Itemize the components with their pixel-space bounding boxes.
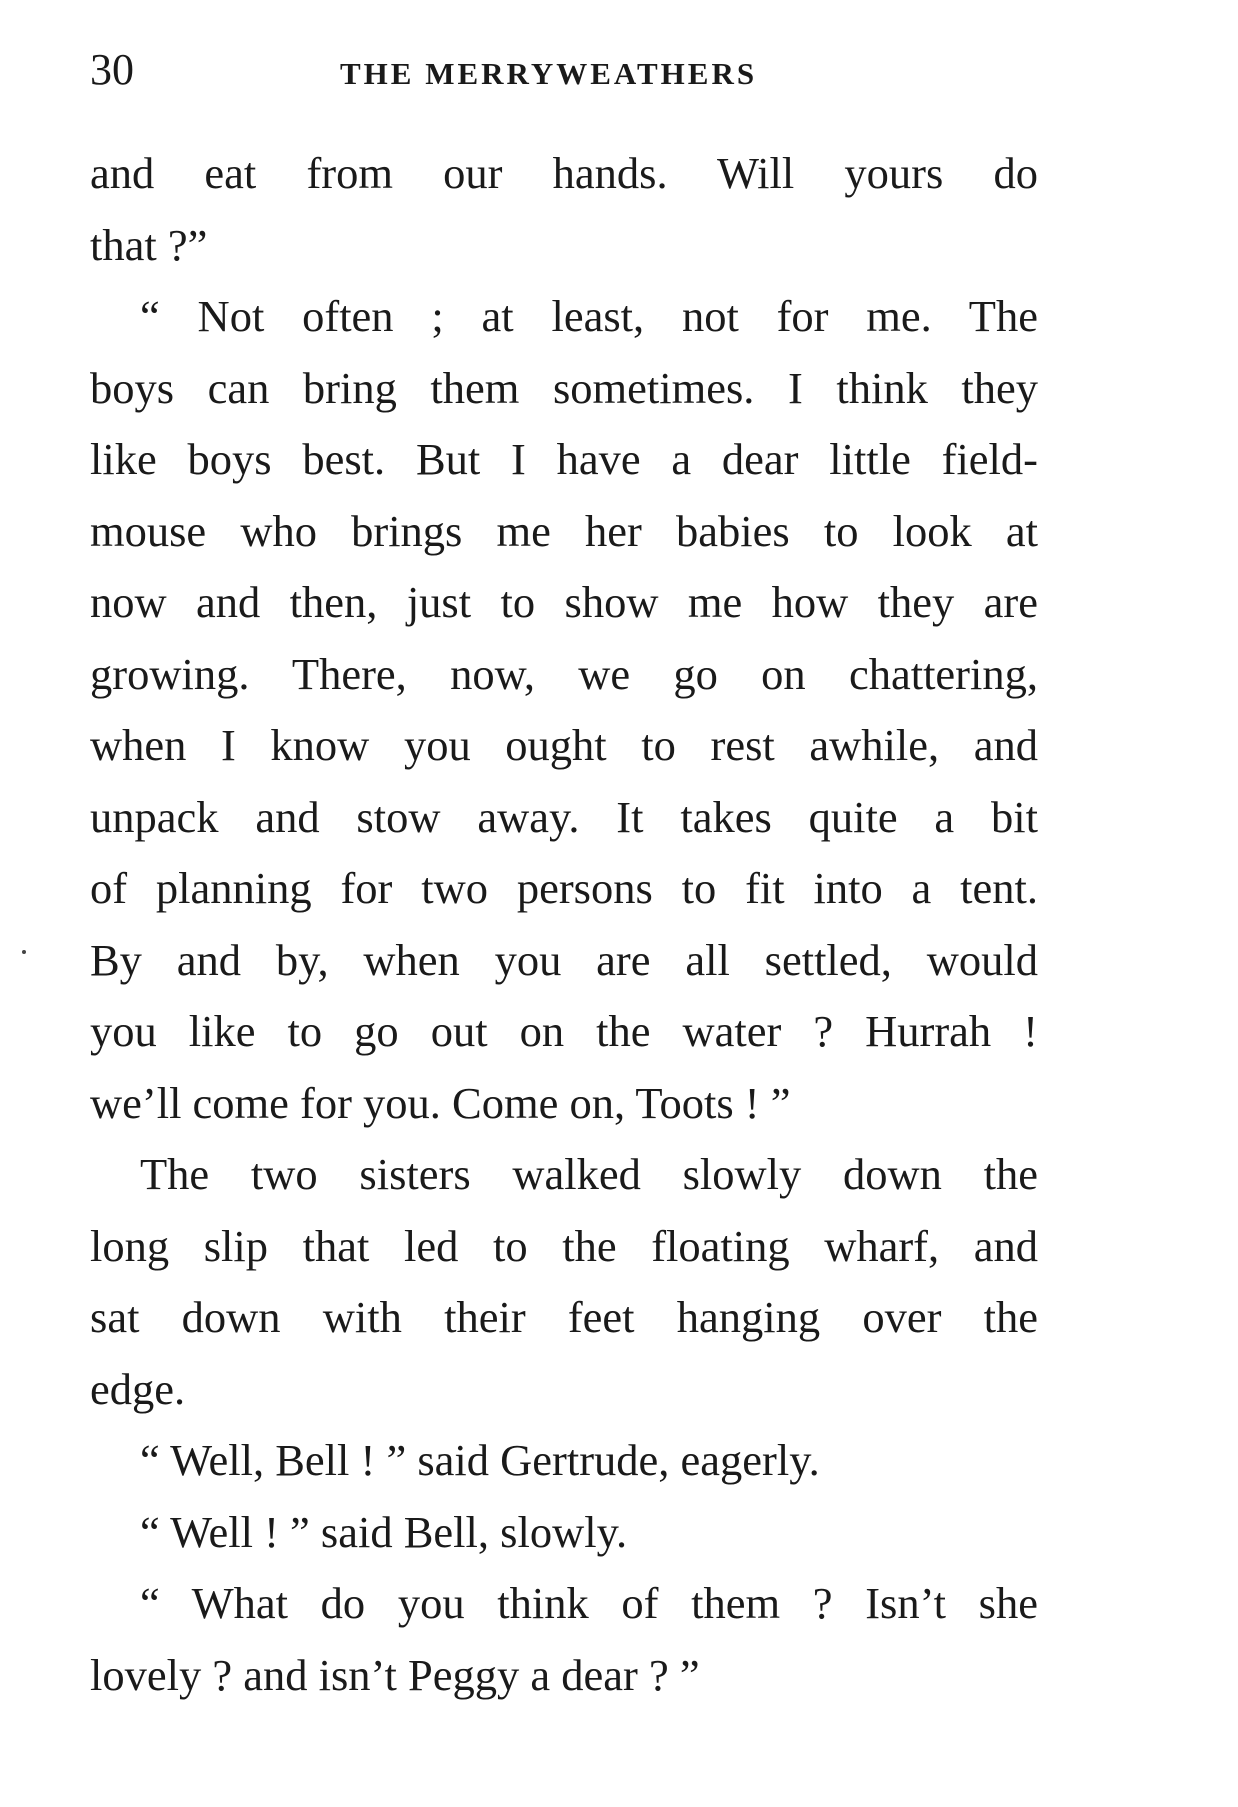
text-line: you like to go out on the water ? Hurrah ! <box>90 1006 1038 1056</box>
text-line: and eat from our hands. Will yours do <box>90 148 1038 198</box>
text-line: “ Well, Bell ! ” said Gertrude, eagerly. <box>140 1435 820 1485</box>
text-line: edge. <box>90 1363 186 1414</box>
page-header <box>90 44 1050 104</box>
page-number: 30 <box>90 45 134 94</box>
text-line: By and by, when you are all settled, would <box>90 934 1038 985</box>
text-line: that ?” <box>90 219 208 270</box>
text-line: sat down with their feet hanging over the <box>90 1292 1038 1342</box>
text-line: like boys best. But I have a dear little field- <box>90 434 1038 484</box>
text-line: when I know you ought to rest awhile, and <box>90 720 1038 770</box>
text-line: “ Well ! ” said Bell, slowly. <box>140 1506 628 1557</box>
text-line: mouse who brings me her babies to look at <box>90 505 1038 556</box>
body-text <box>90 138 1038 1711</box>
text-line: of planning for two persons to fit into a tent. <box>90 863 1038 913</box>
running-head: THE MERRYWEATHERS <box>340 56 758 91</box>
text-line: The two sisters walked slowly down the <box>140 1149 1038 1199</box>
text-line: we’ll come for you. Come on, Toots ! ” <box>90 1077 791 1128</box>
text-line: “ Not often ; at least, not for me. The <box>140 291 1038 341</box>
text-line: lovely ? and isn’t Peggy a dear ? ” <box>90 1649 700 1700</box>
text-line: growing. There, now, we go on chattering, <box>90 648 1038 699</box>
text-line: boys can bring them sometimes. I think they <box>90 362 1038 413</box>
text-line: “ What do you think of them ? Isn’t she <box>140 1578 1038 1628</box>
text-line: long slip that led to the floating wharf, and <box>90 1220 1038 1271</box>
text-line: unpack and stow away. It takes quite a bit <box>90 791 1038 842</box>
margin-speck <box>22 950 26 954</box>
text-line: now and then, just to show me how they are <box>90 577 1038 627</box>
